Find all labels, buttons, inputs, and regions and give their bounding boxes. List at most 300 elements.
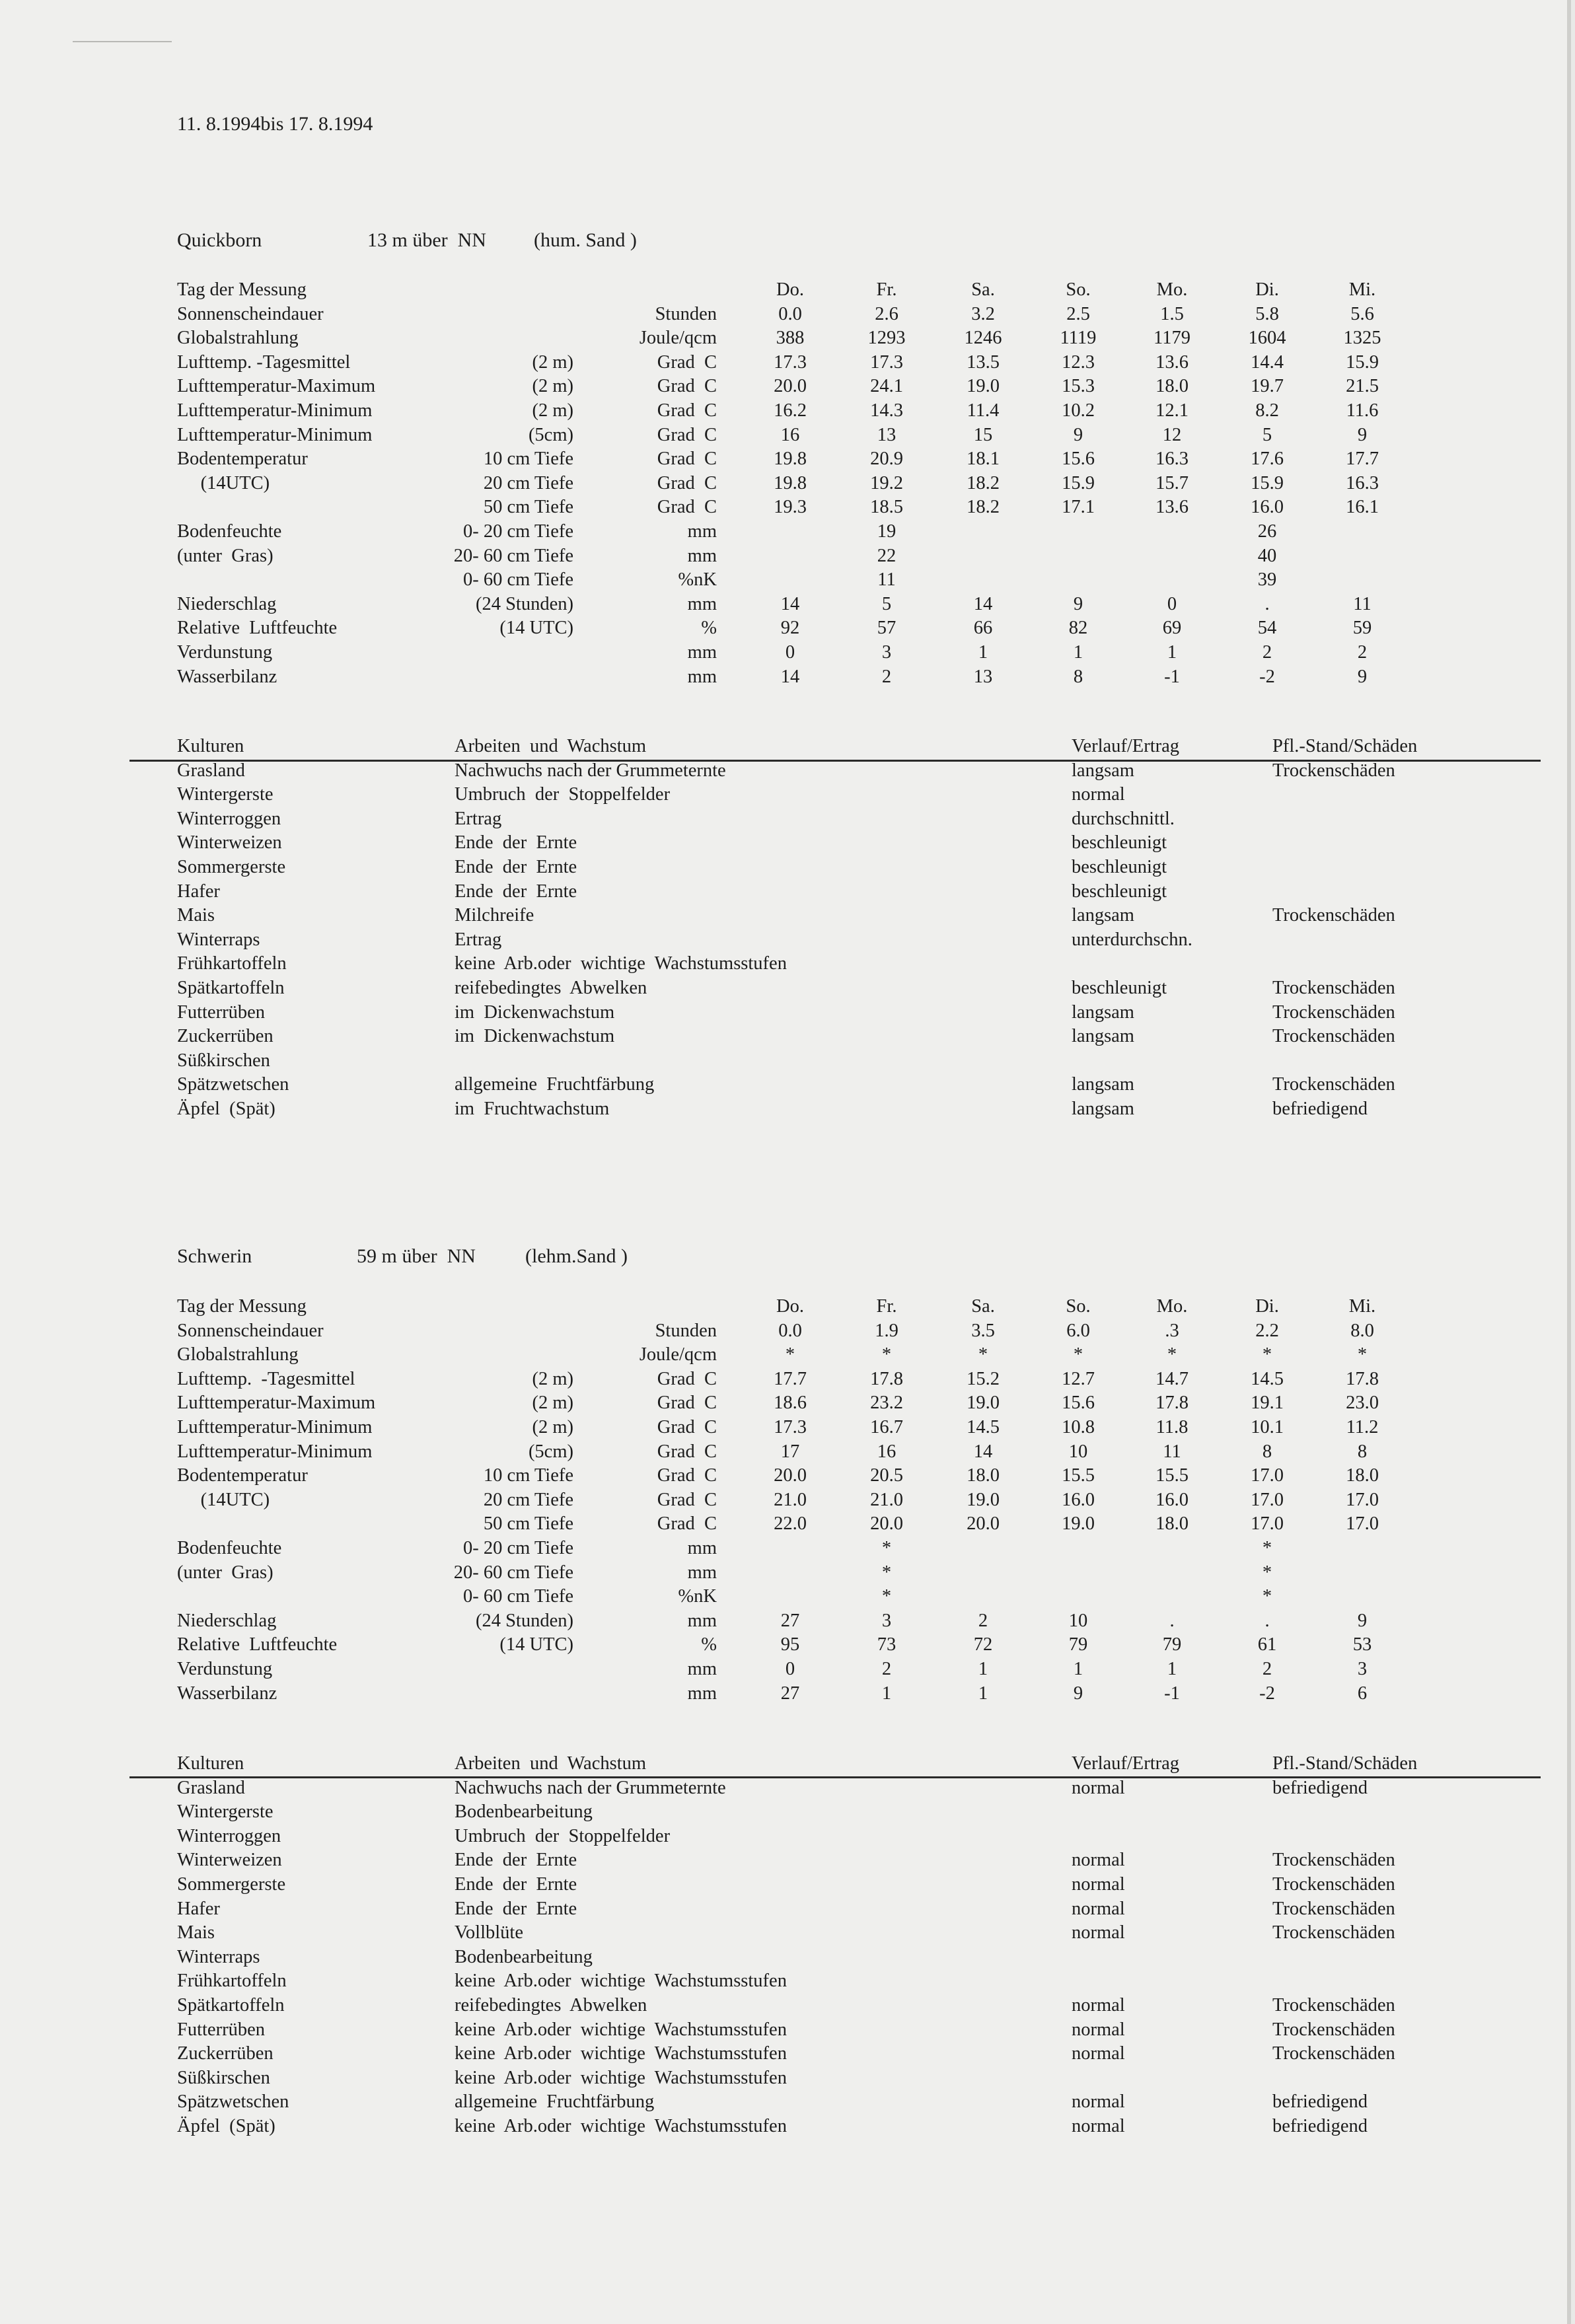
measure-value: 24.1 [870, 376, 903, 397]
crop-cell: Mais [177, 1922, 215, 1943]
measure-value: 16 [877, 1441, 897, 1462]
measure-unit: Grad C [657, 1441, 717, 1462]
measure-value: 0.0 [778, 303, 802, 324]
measure-label: Lufttemperatur-Minimum [177, 400, 373, 421]
crop-cell: langsam [1072, 1074, 1134, 1095]
crop-cell: Trockenschäden [1272, 2043, 1395, 2064]
measure-unit: Grad C [657, 472, 717, 493]
crops-header-cell: Pfl.-Stand/Schäden [1272, 736, 1418, 756]
measure-value: 16.3 [1155, 449, 1189, 470]
measure-value: 66 [973, 618, 993, 639]
measure-value: 17.8 [1346, 1368, 1379, 1389]
measure-unit: Grad C [657, 351, 717, 373]
measure-value: 82 [1068, 618, 1088, 639]
measure-label: (14UTC) [177, 1489, 270, 1510]
measure-value: 1 [978, 642, 988, 663]
crop-cell: im Dickenwachstum [455, 1026, 615, 1047]
measure-unit: Grad C [657, 1393, 717, 1414]
measure-value: 3 [1357, 1659, 1368, 1679]
measure-value: 8.2 [1255, 400, 1279, 421]
measure-value: 1325 [1343, 328, 1381, 349]
measure-value: 14.4 [1251, 351, 1284, 373]
crop-cell: Trockenschäden [1272, 905, 1395, 926]
measure-unit: mm [687, 521, 717, 542]
measure-value: 10.8 [1062, 1417, 1095, 1437]
measure-value: 79 [1162, 1634, 1182, 1655]
crop-cell: Trockenschäden [1272, 760, 1395, 781]
crop-cell: normal [1072, 1874, 1125, 1895]
measure-value: 21.0 [774, 1489, 807, 1510]
measure-value: 17.0 [1346, 1489, 1379, 1510]
measure-value: 1604 [1248, 328, 1286, 349]
measure-value: 18.0 [967, 1465, 1000, 1486]
measure-value: 20.0 [870, 1513, 903, 1535]
measure-unit: Joule/qcm [639, 1344, 717, 1365]
measure-value: 23.0 [1346, 1393, 1379, 1414]
station-name: Quickborn [177, 229, 262, 251]
measure-sub: (14 UTC) [499, 1634, 573, 1655]
crop-cell: Hafer [177, 1898, 220, 1919]
crop-cell: Ende der Ernte [455, 832, 577, 853]
measure-value: 17 [780, 1441, 800, 1462]
day-header: So. [1066, 279, 1091, 300]
measure-label: Niederschlag [177, 593, 277, 614]
measure-sub: 0- 60 cm Tiefe [462, 569, 573, 591]
measure-value: 8.0 [1350, 1320, 1374, 1341]
measure-value: 14.5 [1251, 1368, 1284, 1389]
measure-sub: (5cm) [528, 1441, 573, 1462]
measure-value: * [785, 1344, 795, 1365]
measure-value: 12.3 [1062, 351, 1095, 373]
measure-label: Lufttemperatur-Minimum [177, 424, 373, 445]
measure-sub: (2 m) [532, 351, 573, 373]
measure-value: 15.2 [967, 1368, 1000, 1389]
measure-label: (unter Gras) [177, 1562, 274, 1583]
measure-value: 13.6 [1155, 497, 1189, 518]
measure-unit: Joule/qcm [639, 328, 717, 349]
measure-value: 15.5 [1062, 1465, 1095, 1486]
measure-unit: Stunden [655, 303, 717, 324]
crop-cell: Grasland [177, 760, 245, 781]
crop-cell: durchschnittl. [1072, 808, 1175, 829]
measure-unit: mm [687, 1659, 717, 1679]
measure-value: -2 [1259, 1683, 1275, 1704]
measure-value: 1 [1073, 642, 1083, 663]
measure-value: 2.2 [1255, 1320, 1279, 1341]
day-header: Sa. [971, 1296, 995, 1317]
measure-sub: 0- 20 cm Tiefe [462, 1538, 573, 1558]
crop-cell: Ende der Ernte [455, 857, 577, 877]
measure-label: Verdunstung [177, 642, 273, 663]
measure-label: (unter Gras) [177, 545, 274, 566]
measure-sub: (5cm) [528, 424, 573, 445]
crop-cell: im Dickenwachstum [455, 1001, 615, 1023]
measure-unit: Grad C [657, 497, 717, 518]
crop-cell: Sommergerste [177, 857, 286, 877]
crop-cell: normal [1072, 2091, 1125, 2113]
crop-cell: befriedigend [1272, 1099, 1368, 1119]
measure-value: 15.7 [1155, 472, 1189, 493]
measure-label: Bodentemperatur [177, 1465, 308, 1486]
crops-header-cell: Pfl.-Stand/Schäden [1272, 1753, 1418, 1774]
crop-cell: Umbruch der Stoppelfelder [455, 1825, 671, 1846]
measure-sub: (2 m) [532, 1368, 573, 1389]
measure-value: 27 [780, 1683, 800, 1704]
measure-label: Tag der Messung [177, 1296, 307, 1317]
crop-cell: unterdurchschn. [1072, 929, 1192, 950]
measure-value: 11.6 [1346, 400, 1379, 421]
measure-value: 1.5 [1160, 303, 1184, 324]
measure-value: 19 [877, 521, 897, 542]
crop-cell: Äpfel (Spät) [177, 2116, 275, 2136]
measure-sub: 20 cm Tiefe [483, 1489, 573, 1510]
measure-value: 0 [785, 642, 795, 663]
crop-cell: Ende der Ernte [455, 1874, 577, 1895]
day-header: Fr. [876, 279, 897, 300]
measure-value: 10 [1068, 1610, 1088, 1631]
measure-value: .3 [1165, 1320, 1179, 1341]
day-header: Fr. [876, 1296, 897, 1317]
measure-value: 1 [881, 1683, 892, 1704]
measure-value: 39 [1257, 569, 1277, 591]
measure-value: 19.2 [870, 472, 903, 493]
measure-value: 12.7 [1062, 1368, 1095, 1389]
crop-cell: normal [1072, 1898, 1125, 1919]
crop-cell: normal [1072, 1922, 1125, 1943]
measure-value: 2 [881, 1659, 892, 1679]
measure-value: 17.8 [870, 1368, 903, 1389]
crop-cell: Winterraps [177, 929, 260, 950]
measure-value: 9 [1357, 1610, 1368, 1631]
measure-value: 17.0 [1251, 1513, 1284, 1535]
crop-cell: Nachwuchs nach der Grummeternte [455, 1777, 726, 1798]
measure-unit: Grad C [657, 1465, 717, 1486]
measure-value: 1246 [964, 328, 1002, 349]
measure-value: 20.0 [967, 1513, 1000, 1535]
measure-value: 18.2 [967, 472, 1000, 493]
measure-value: 14.3 [870, 400, 903, 421]
measure-value: 1 [978, 1683, 988, 1704]
day-header: Di. [1255, 1296, 1279, 1317]
crop-cell: keine Arb.oder wichtige Wachstumsstufen [455, 2019, 787, 2040]
measure-unit: Grad C [657, 400, 717, 421]
crop-cell: Hafer [177, 881, 220, 902]
measure-value: 40 [1257, 545, 1277, 566]
measure-label: Lufttemperatur-Minimum [177, 1417, 373, 1437]
measure-value: 18.0 [1155, 1513, 1189, 1535]
day-header: Sa. [971, 279, 995, 300]
crop-cell: keine Arb.oder wichtige Wachstumsstufen [455, 1971, 787, 1992]
crop-cell: Trockenschäden [1272, 978, 1395, 998]
measure-value: 15.3 [1062, 376, 1095, 397]
measure-value: 388 [776, 328, 805, 349]
measure-value: 15 [973, 424, 993, 445]
measure-value: 17.3 [774, 1417, 807, 1437]
measure-value: 20.0 [774, 376, 807, 397]
measure-value: 27 [780, 1610, 800, 1631]
measure-value: 11 [1163, 1441, 1181, 1462]
measure-value: 22.0 [774, 1513, 807, 1535]
measure-value: -1 [1164, 1683, 1180, 1704]
measure-value: 1293 [867, 328, 906, 349]
measure-value: * [1262, 1344, 1272, 1365]
crop-cell: beschleunigt [1072, 857, 1167, 877]
crop-cell: normal [1072, 2019, 1125, 2040]
measure-value: 0 [785, 1659, 795, 1679]
measure-sub: 50 cm Tiefe [483, 497, 573, 518]
measure-value: 2 [1357, 642, 1368, 663]
measure-value: 12 [1162, 424, 1182, 445]
crop-cell: Ende der Ernte [455, 881, 577, 902]
crop-cell: Spätzwetschen [177, 2091, 289, 2113]
crop-cell: Trockenschäden [1272, 1026, 1395, 1047]
measure-unit: mm [687, 642, 717, 663]
crops-header-cell: Kulturen [177, 1753, 244, 1774]
measure-unit: Grad C [657, 424, 717, 445]
measure-value: * [978, 1344, 988, 1365]
day-header: Do. [776, 279, 804, 300]
measure-sub: 10 cm Tiefe [483, 1465, 573, 1486]
measure-value: * [1357, 1344, 1368, 1365]
measure-value: 9 [1073, 1683, 1083, 1704]
crop-cell: Süßkirschen [177, 2067, 270, 2088]
measure-value: 18.0 [1155, 376, 1189, 397]
measure-value: 10.2 [1062, 400, 1095, 421]
measure-label: Sonnenscheindauer [177, 1320, 324, 1341]
measure-value: * [1262, 1562, 1272, 1583]
measure-value: 18.1 [967, 449, 1000, 470]
crop-cell: langsam [1072, 905, 1134, 926]
crop-cell: beschleunigt [1072, 832, 1167, 853]
measure-value: 20.9 [870, 449, 903, 470]
station-elevation: 59 m über NN [357, 1245, 476, 1267]
measure-label: Bodenfeuchte [177, 521, 282, 542]
measure-value: 14.7 [1155, 1368, 1189, 1389]
measure-label: Verdunstung [177, 1659, 273, 1679]
measure-unit: Stunden [655, 1320, 717, 1341]
crop-cell: Vollblüte [455, 1922, 523, 1943]
measure-value: 2 [1262, 1659, 1272, 1679]
measure-unit: mm [687, 666, 717, 687]
measure-value: * [881, 1586, 892, 1607]
measure-value: 18.5 [870, 497, 903, 518]
crop-cell: Mais [177, 905, 215, 926]
station-elevation: 13 m über NN [367, 229, 486, 251]
day-header: So. [1066, 1296, 1091, 1317]
measure-value: * [1073, 1344, 1083, 1365]
measure-unit: %nK [678, 1586, 717, 1607]
measure-sub: (2 m) [532, 1393, 573, 1414]
crop-cell: Nachwuchs nach der Grummeternte [455, 760, 726, 781]
measure-value: 16.1 [1346, 497, 1379, 518]
measure-value: 5 [881, 593, 892, 614]
measure-value: 14 [780, 666, 800, 687]
measure-label: Lufttemperatur-Minimum [177, 1441, 373, 1462]
measure-unit: % [701, 618, 717, 639]
measure-value: 17.1 [1062, 497, 1095, 518]
measure-sub: 20- 60 cm Tiefe [453, 1562, 573, 1583]
measure-value: * [1262, 1538, 1272, 1558]
measure-value: 19.8 [774, 449, 807, 470]
crop-cell: reifebedingtes Abwelken [455, 1995, 647, 2015]
measure-value: 2 [1262, 642, 1272, 663]
crop-cell: keine Arb.oder wichtige Wachstumsstufen [455, 2116, 787, 2136]
measure-unit: mm [687, 1610, 717, 1631]
crop-cell: Ende der Ernte [455, 1898, 577, 1919]
measure-value: 10.1 [1251, 1417, 1284, 1437]
measure-value: 1 [1167, 642, 1177, 663]
measure-value: 3.5 [971, 1320, 995, 1341]
measure-label: (14UTC) [177, 472, 270, 493]
measure-value: 2 [881, 666, 892, 687]
measure-value: 53 [1352, 1634, 1372, 1655]
measure-sub: (24 Stunden) [475, 593, 573, 614]
crop-cell: normal [1072, 1850, 1125, 1871]
crop-cell: Frühkartoffeln [177, 953, 287, 974]
measure-label: Bodenfeuchte [177, 1538, 282, 1558]
crop-cell: Süßkirschen [177, 1050, 270, 1071]
measure-value: . [1169, 1610, 1175, 1631]
crop-cell: Umbruch der Stoppelfelder [455, 784, 671, 805]
measure-label: Bodentemperatur [177, 449, 308, 470]
measure-value: 54 [1257, 618, 1277, 639]
measure-unit: Grad C [657, 1513, 717, 1535]
measure-value: 16.0 [1251, 497, 1284, 518]
measure-value: 3 [881, 1610, 892, 1631]
measure-sub: (2 m) [532, 376, 573, 397]
measure-sub: (2 m) [532, 1417, 573, 1437]
crop-cell: Winterraps [177, 1946, 260, 1967]
crop-cell: Winterweizen [177, 1850, 282, 1871]
measure-unit: mm [687, 1562, 717, 1583]
measure-label: Niederschlag [177, 1610, 277, 1631]
measure-value: 13.6 [1155, 351, 1189, 373]
measure-value: 21.0 [870, 1489, 903, 1510]
measure-label: Lufttemp. -Tagesmittel [177, 1368, 355, 1389]
measure-value: 11.2 [1346, 1417, 1379, 1437]
measure-value: 15.9 [1251, 472, 1284, 493]
measure-value: 2 [978, 1610, 988, 1631]
measure-value: 6 [1357, 1683, 1368, 1704]
measure-unit: mm [687, 545, 717, 566]
crop-cell: langsam [1072, 760, 1134, 781]
crop-cell: Wintergerste [177, 1801, 274, 1823]
day-header: Mi. [1348, 279, 1376, 300]
crop-cell: Spätzwetschen [177, 1074, 289, 1095]
measure-value: 0.0 [778, 1320, 802, 1341]
measure-value: * [881, 1344, 892, 1365]
measure-value: 23.2 [870, 1393, 903, 1414]
date-range: 11. 8.1994bis 17. 8.1994 [177, 113, 373, 135]
crop-cell: Wintergerste [177, 784, 274, 805]
measure-value: 17.8 [1155, 1393, 1189, 1414]
measure-value: 19.0 [967, 1489, 1000, 1510]
measure-unit: Grad C [657, 1368, 717, 1389]
measure-value: 1 [978, 1659, 988, 1679]
measure-value: 17.7 [774, 1368, 807, 1389]
crop-cell: Sommergerste [177, 1874, 286, 1895]
crop-cell: langsam [1072, 1001, 1134, 1023]
crop-cell: Trockenschäden [1272, 1874, 1395, 1895]
crop-cell: befriedigend [1272, 1777, 1368, 1798]
measure-value: -1 [1164, 666, 1180, 687]
measure-value: 3 [881, 642, 892, 663]
measure-value: 13 [877, 424, 897, 445]
measure-value: 1119 [1060, 328, 1097, 349]
measure-value: 3.2 [971, 303, 995, 324]
crop-cell: Äpfel (Spät) [177, 1099, 275, 1119]
measure-value: 59 [1352, 618, 1372, 639]
measure-sub: 50 cm Tiefe [483, 1513, 573, 1535]
measure-value: 18.6 [774, 1393, 807, 1414]
measure-unit: Grad C [657, 1417, 717, 1437]
measure-label: Lufttemp. -Tagesmittel [177, 351, 351, 373]
crop-cell: allgemeine Fruchtfärbung [455, 1074, 655, 1095]
measure-label: Globalstrahlung [177, 328, 299, 349]
crop-cell: Futterrüben [177, 1001, 265, 1023]
measure-value: 19.0 [1062, 1513, 1095, 1535]
crop-cell: reifebedingtes Abwelken [455, 978, 647, 998]
crop-cell: Ertrag [455, 929, 502, 950]
measure-value: 16.3 [1346, 472, 1379, 493]
measure-unit: mm [687, 1538, 717, 1558]
crop-cell: Ende der Ernte [455, 1850, 577, 1871]
crop-cell: Bodenbearbeitung [455, 1801, 593, 1823]
measure-value: 9 [1073, 424, 1083, 445]
measure-value: 14.5 [967, 1417, 1000, 1437]
measure-value: 17.6 [1251, 449, 1284, 470]
crop-cell: Trockenschäden [1272, 1922, 1395, 1943]
measure-value: 92 [780, 618, 800, 639]
measure-value: 19.8 [774, 472, 807, 493]
crop-cell: befriedigend [1272, 2091, 1368, 2113]
measure-value: * [881, 1538, 892, 1558]
measure-label: Lufttemperatur-Maximum [177, 1393, 376, 1414]
measure-value: 11.8 [1155, 1417, 1189, 1437]
crop-cell: Winterroggen [177, 1825, 281, 1846]
crops-header-cell: Verlauf/Ertrag [1072, 1753, 1179, 1774]
crop-cell: normal [1072, 784, 1125, 805]
crops-header-cell: Kulturen [177, 736, 244, 756]
crop-cell: keine Arb.oder wichtige Wachstumsstufen [455, 2067, 787, 2088]
measure-value: 6.0 [1066, 1320, 1090, 1341]
measure-value: 8 [1073, 666, 1083, 687]
day-header: Mo. [1156, 279, 1188, 300]
crop-cell: Trockenschäden [1272, 1074, 1395, 1095]
measure-unit: Grad C [657, 449, 717, 470]
day-header: Mo. [1156, 1296, 1188, 1317]
measure-value: 15.6 [1062, 449, 1095, 470]
measure-label: Relative Luftfeuchte [177, 1634, 338, 1655]
measure-value: 17.3 [870, 351, 903, 373]
station-name: Schwerin [177, 1245, 252, 1267]
measure-value: 11 [1353, 593, 1372, 614]
measure-label: Sonnenscheindauer [177, 303, 324, 324]
measure-value: 9 [1357, 666, 1368, 687]
crop-cell: Spätkartoffeln [177, 978, 285, 998]
measure-value: * [881, 1562, 892, 1583]
crop-cell: befriedigend [1272, 2116, 1368, 2136]
measure-value: 73 [877, 1634, 897, 1655]
measure-value: 15.9 [1346, 351, 1379, 373]
measure-value: 17.3 [774, 351, 807, 373]
measure-unit: % [701, 1634, 717, 1655]
measure-sub: 20 cm Tiefe [483, 472, 573, 493]
measure-value: 19.0 [967, 376, 1000, 397]
measure-value: 20.5 [870, 1465, 903, 1486]
measure-value: 11.4 [967, 400, 1000, 421]
measure-value: 19.7 [1251, 376, 1284, 397]
